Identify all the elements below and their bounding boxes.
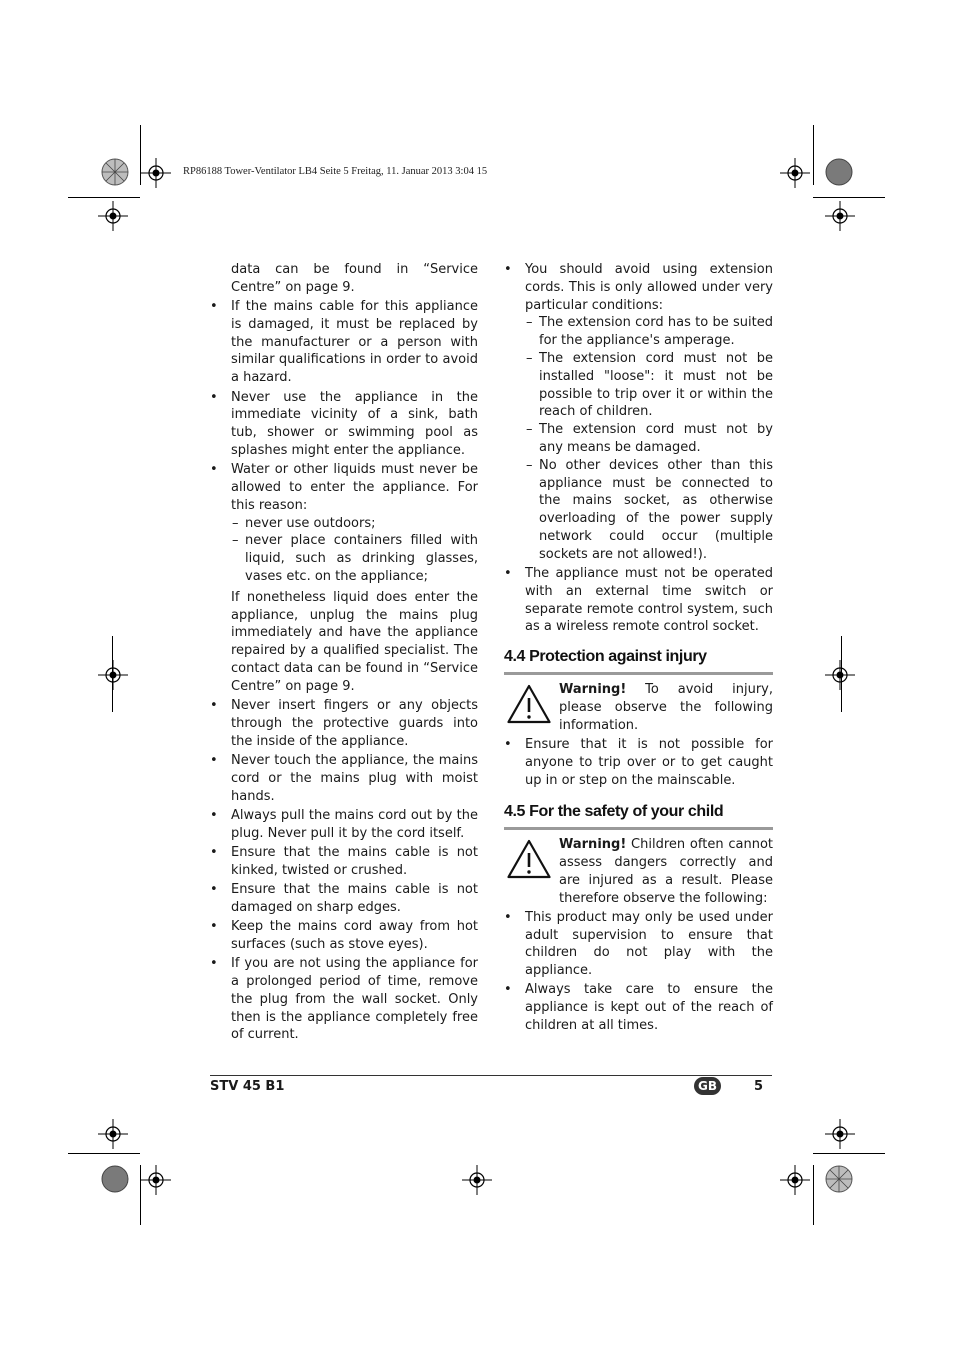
crop-mark (813, 125, 814, 185)
registration-mark-icon (462, 1165, 492, 1195)
color-bar-icon (825, 158, 853, 186)
crop-mark (68, 197, 140, 198)
registration-mark-icon (98, 660, 128, 690)
bullet-item: • You should avoid using extension cords. This is only allowed under very particular conditions: (504, 261, 773, 314)
crop-mark (112, 636, 113, 712)
section-heading: 4.4 Protection against injury (504, 648, 773, 675)
color-bar-icon (825, 1165, 853, 1193)
right-column (504, 261, 773, 1035)
registration-mark-icon (98, 201, 128, 231)
registration-mark-icon (825, 660, 855, 690)
bullet-item: • Ensure that the mains cable is not kinked, twisted or crushed. (210, 844, 478, 880)
registration-mark-icon (141, 158, 171, 188)
crop-mark (140, 1165, 141, 1225)
dash-item: – never use outdoors; (210, 515, 478, 533)
registration-mark-icon (780, 158, 810, 188)
bullet-item: • This product may only be used under adult supervision to ensure that children do not play with the appliance. (504, 909, 773, 980)
crop-mark (813, 1165, 814, 1225)
footer-divider (210, 1075, 772, 1076)
dash-item: – No other devices other than this appliance must be connected to the mains socket, as otherwise overloading of the power supply network could occur (multiple sockets are not allowed!). (504, 457, 773, 564)
left-column (210, 261, 478, 1044)
bullet-item: • If the mains cable for this appliance is damaged, it must be replaced by the manufacturer or a person with similar qualifications in order to avoid a hazard. (210, 298, 478, 387)
bullet-item: • Water or other liquids must never be allowed to enter the appliance. For this reason: (210, 461, 478, 514)
bullet-item: • Always pull the mains cord out by the plug. Never pull it by the cord itself. (210, 807, 478, 843)
bullet-item: • Never touch the appliance, the mains cord or the mains plug with moist hands. (210, 752, 478, 805)
warning-title: Warning! (559, 837, 627, 853)
warning-text: To avoid injury, please observe the following information. (559, 682, 773, 733)
language-badge: GB (694, 1077, 721, 1095)
bullet-item: • Keep the mains cord away from hot surfaces (such as stove eyes). (210, 918, 478, 954)
warning-triangle-icon (506, 838, 552, 880)
page-number: 5 (754, 1079, 764, 1094)
warning-text: Children often cannot assess dangers correctly and are injured as a result. Please therefore observe the following: (559, 837, 773, 906)
section-heading: 4.5 For the safety of your child (504, 803, 773, 830)
crop-mark (813, 197, 885, 198)
bullet-item: • Never insert fingers or any objects through the protective guards into the inside of the appliance. (210, 697, 478, 750)
dash-item: – The extension cord has to be suited for the appliance's amperage. (504, 314, 773, 350)
color-bar-icon (101, 158, 129, 186)
registration-mark-icon (825, 1119, 855, 1149)
warning-box (504, 681, 773, 734)
warning-box (504, 836, 773, 907)
print-header: RP86188 Tower-Ventilator LB4 Seite 5 Freitag, 11. Januar 2013 3:04 15 (183, 166, 488, 177)
dash-item: – never place containers filled with liquid, such as drinking glasses, vases etc. on the appliance; (210, 532, 478, 585)
crop-mark (68, 1153, 140, 1154)
registration-mark-icon (825, 201, 855, 231)
dash-item: – The extension cord must not be installed "loose": it must not be possible to trip over it or within the reach of children. (504, 350, 773, 421)
registration-mark-icon (141, 1165, 171, 1195)
bullet-item: • If you are not using the appliance for a prolonged period of time, remove the plug from the wall socket. Only then is the appliance completely free of current. (210, 955, 478, 1044)
crop-mark (841, 636, 842, 712)
bullet-item: • Ensure that it is not possible for anyone to trip over or to get caught up in or step on the mainscable. (504, 736, 773, 789)
footer-model: STV 45 B1 (210, 1079, 285, 1094)
dash-item: – The extension cord must not by any means be damaged. (504, 421, 773, 457)
registration-mark-icon (780, 1165, 810, 1195)
registration-mark-icon (98, 1119, 128, 1149)
crop-mark (140, 125, 141, 185)
bullet-item: • Never use the appliance in the immediate vicinity of a sink, bath tub, shower or swimming pool as splashes might enter the appliance. (210, 389, 478, 460)
warning-triangle-icon (506, 683, 552, 725)
paragraph: data can be found in “Service Centre” on page 9. (231, 262, 478, 295)
bullet-item: • Always take care to ensure the appliance is kept out of the reach of children at all times. (504, 981, 773, 1034)
bullet-item: • Ensure that the mains cable is not damaged on sharp edges. (210, 881, 478, 917)
color-bar-icon (101, 1165, 129, 1193)
warning-title: Warning! (559, 682, 627, 698)
paragraph: If nonetheless liquid does enter the appliance, unplug the mains plug immediately and have the appliance repaired by a qualified specialist. The contact data can be found in “Service Centre” on page 9. (231, 589, 478, 694)
crop-mark (813, 1153, 885, 1154)
bullet-item: • The appliance must not be operated with an external time switch or separate remote control system, such as a wireless remote control socket. (504, 565, 773, 636)
